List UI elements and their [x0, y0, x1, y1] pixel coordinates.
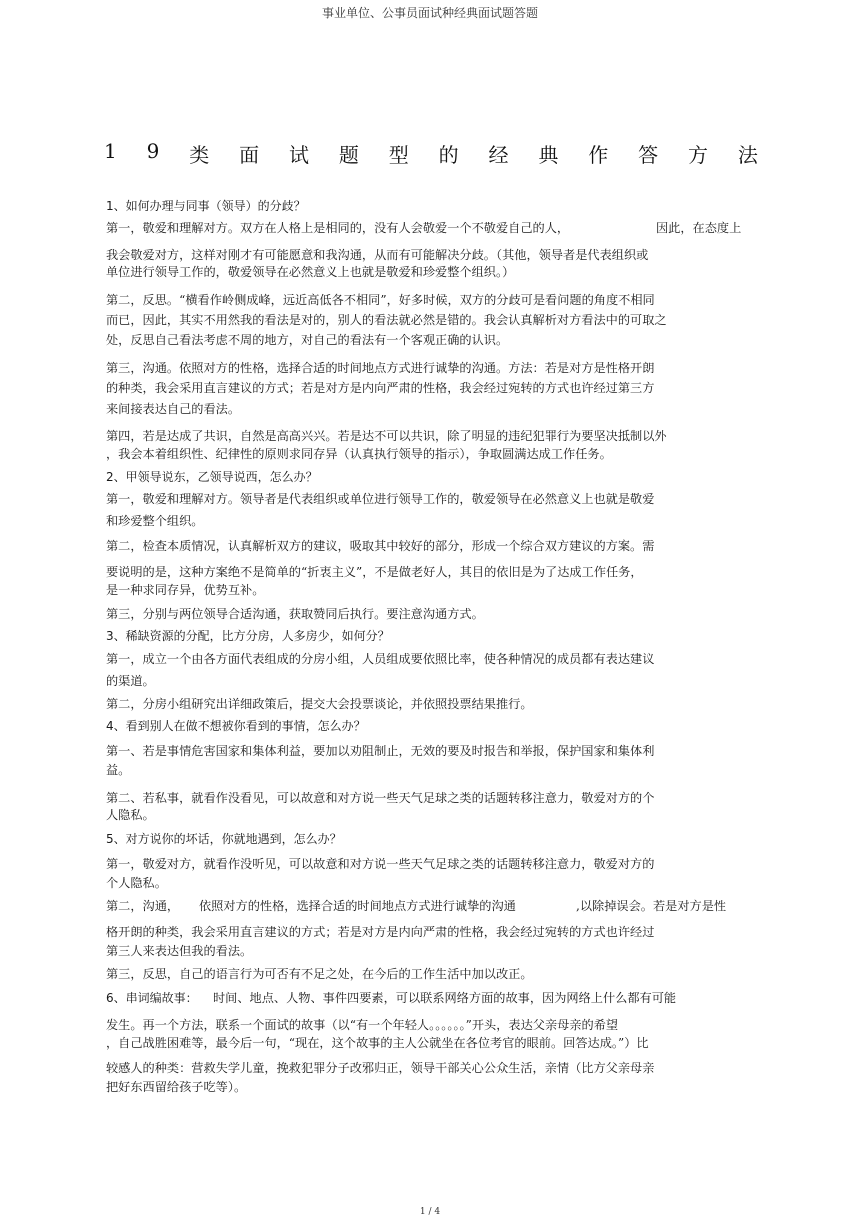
- body-line: 第一，敬爱和理解对方。领导者是代表组织或单位进行领导工作的，敬爱领导在必然意义上也就是敬爱: [106, 492, 655, 506]
- title-char: 类: [189, 143, 210, 167]
- body-line: 我会敬爱对方，这样对刚才有可能愿意和我沟通，从而有可能解决分歧。（其他，领导者是代表组织或: [106, 248, 649, 262]
- title-char: 1: [104, 139, 117, 163]
- body-line: ,以除掉误会。若是对方是性: [576, 899, 727, 913]
- title-char: 的: [438, 143, 459, 167]
- body-line: ，我会本着组织性、纪律性的原则求同存异（认真执行领导的指示），争取圆满达成工作任务。: [106, 447, 612, 461]
- body-line: 第二，分房小组研究出详细政策后，提交大会投票谈论，并依照投票结果推行。: [106, 697, 533, 711]
- body-line: 的渠道。: [106, 674, 155, 688]
- body-line: 第一、若是事情危害国家和集体利益，要加以劝阻制止，无效的要及时报告和举报，保护国家和集体利: [106, 744, 655, 758]
- title-char: 试: [288, 143, 309, 167]
- body-line: 处，反思自己看法考虑不周的地方，对自己的看法有一个客观正确的认识。: [106, 333, 509, 347]
- document-title: [104, 139, 758, 168]
- question-heading: 1、如何办理与同事（领导）的分歧？: [106, 199, 306, 213]
- body-line: 人隐私。: [106, 808, 155, 822]
- body-line: 第二，反思。“横看作岭侧成峰，远近高低各不相同”，好多时候，双方的分歧可是看问题的角度不相同: [106, 293, 655, 307]
- body-line: 第二、若私事，就看作没看见，可以故意和对方说一些天气足球之类的话题转移注意力，敬爱对方的个: [106, 791, 655, 805]
- body-line: 第三，分别与两位领导合适沟通，获取赞同后执行。要注意沟通方式。: [106, 607, 484, 621]
- body-line: 第一，敬爱对方，就看作没听见，可以故意和对方说一些天气足球之类的话题转移注意力，敬爱对方的: [106, 857, 655, 871]
- question-heading: 6、串词编故事：: [106, 991, 198, 1005]
- body-line: 第三，沟通。依照对方的性格，选择合适的时间地点方式进行诚挚的沟通。方法：若是对方是性格开朗: [106, 361, 655, 375]
- title-char: 作: [588, 143, 609, 167]
- body-line: 第一，成立一个由各方面代表组成的分房小组，人员组成要依照比率，使各种情况的成员都有表达建议: [106, 652, 655, 666]
- body-line: 较感人的种类：营救失学儿童，挽救犯罪分子改邪归正，领导干部关心公众生活，亲情（比方父亲母亲: [106, 1061, 655, 1075]
- body-line: 时间、地点、人物、事件四要素，可以联系网络方面的故事，因为网络上什么都有可能: [213, 991, 677, 1005]
- title-char: 法: [737, 143, 758, 167]
- question-heading: 3、稀缺资源的分配，比方分房，人多房少，如何分？: [106, 629, 390, 643]
- body-line: 单位进行领导工作的，敬爱领导在必然意义上也就是敬爱和珍爱整个组织。）: [106, 265, 515, 279]
- body-line: 个人隐私。: [106, 876, 167, 890]
- body-line: ，自己战胜困难等，最今后一句，“现在，这个故事的主人公就坐在各位考官的眼前。回答达成。”）比: [106, 1036, 649, 1050]
- title-char: 型: [388, 143, 409, 167]
- body-line: 益。: [106, 763, 131, 777]
- page-header: 事业单位、公事员面试种经典面试题答题: [321, 6, 538, 20]
- body-line: 第二，沟通，: [106, 899, 180, 913]
- body-line: 把好东西留给孩子吃等）。: [106, 1080, 247, 1094]
- body-line: 第三，反思，自己的语言行为可否有不足之处，在今后的工作生活中加以改正。: [106, 967, 533, 981]
- body-line: 而已，因此，其实不用然我的看法是对的，别人的看法就必然是错的。我会认真解析对方看法中的可取之: [106, 313, 667, 327]
- title-char: 经: [488, 143, 509, 167]
- title-char: 方: [687, 143, 708, 167]
- question-heading: 2、甲领导说东，乙领导说西，怎么办？: [106, 470, 318, 484]
- body-line: 因此，在态度上: [656, 221, 742, 235]
- question-heading: 5、对方说你的坏话，你就地遇到，怎么办？: [106, 832, 342, 846]
- body-line: 第一，敬爱和理解对方。双方在人格上是相同的，没有人会敬爱一个不敬爱自己的人，: [106, 221, 570, 235]
- body-line: 的种类，我会采用直言建议的方式；若是对方是内向严肃的性格，我会经过宛转的方式也许经过第三方: [106, 381, 655, 395]
- body-line: 和珍爱整个组织。: [106, 514, 204, 528]
- title-char: 题: [338, 143, 359, 167]
- body-line: 依照对方的性格，选择合适的时间地点方式进行诚挚的沟通: [199, 899, 516, 913]
- body-line: 第三人来表达但我的看法。: [106, 944, 253, 958]
- body-line: 格开朗的种类，我会采用直言建议的方式；若是对方是内向严肃的性格，我会经过宛转的方式也许经过: [106, 925, 655, 939]
- body-line: 要说明的是，这种方案绝不是简单的“折衷主义”，不是做老好人，其目的依旧是为了达成工作任务，: [106, 565, 643, 579]
- body-line: 第四，若是达成了共识，自然是高高兴兴。若是达不可以共识，除了明显的违纪犯罪行为要坚决抵制以外: [106, 429, 667, 443]
- body-line: 第二，检查本质情况，认真解析双方的建议，吸取其中较好的部分，形成一个综合双方建议的方案。需: [106, 539, 655, 553]
- body-line: 是一种求同存异，优势互补。: [106, 583, 265, 597]
- title-char: 面: [239, 143, 260, 167]
- title-char: 典: [538, 143, 559, 167]
- body-line: 发生。再一个方法，联系一个面试的故事（以“有一个年轻人。。。。。。”开头，表达父亲母亲的希望: [106, 1018, 619, 1032]
- title-char: 答: [638, 143, 659, 167]
- question-heading: 4、看到别人在做不想被你看到的事情，怎么办？: [106, 719, 366, 733]
- page-number: 1 / 4: [419, 1207, 441, 1217]
- title-char: 9: [146, 139, 160, 163]
- body-line: 来间接表达自己的看法。: [106, 402, 241, 416]
